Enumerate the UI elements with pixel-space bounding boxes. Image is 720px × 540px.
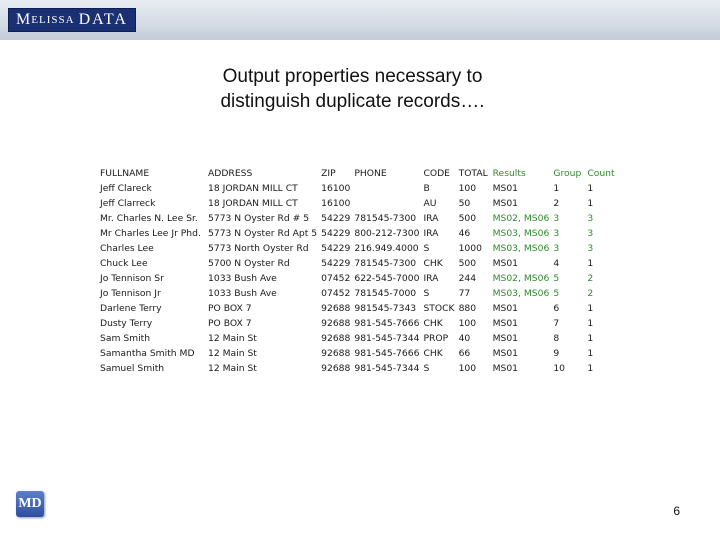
- cell-total: 100: [458, 183, 477, 194]
- cell-group: 9: [553, 348, 560, 359]
- table-body: [98, 181, 617, 376]
- cell-group: 5: [553, 273, 560, 284]
- col-header-group: Group: [553, 168, 582, 179]
- cell-results: MS01: [492, 258, 519, 269]
- col-header-phone: PHONE: [354, 168, 387, 179]
- cell-group: 3: [553, 228, 560, 239]
- cell-address: PO BOX 7: [208, 318, 252, 329]
- cell-count: 3: [587, 243, 594, 254]
- cell-zip: 54229: [321, 213, 351, 224]
- cell-fullname: Darlene Terry: [100, 303, 162, 314]
- cell-group: 6: [553, 303, 560, 314]
- cell-fullname: Mr. Charles N. Lee Sr.: [100, 213, 198, 224]
- cell-zip: 54229: [321, 258, 351, 269]
- table-row: [98, 196, 617, 211]
- col-header-code: CODE: [423, 168, 450, 179]
- cell-count: 1: [587, 318, 594, 329]
- cell-code: IRA: [423, 273, 439, 284]
- cell-group: 3: [553, 213, 560, 224]
- table-row: [98, 271, 617, 286]
- cell-address: 5773 North Oyster Rd: [208, 243, 309, 254]
- cell-code: S: [423, 243, 430, 254]
- cell-code: IRA: [423, 213, 439, 224]
- cell-results: MS01: [492, 333, 519, 344]
- cell-fullname: Samuel Smith: [100, 363, 165, 374]
- md-logo-icon: MD: [16, 491, 44, 517]
- col-header-zip: ZIP: [321, 168, 336, 179]
- cell-count: 3: [587, 228, 594, 239]
- cell-results: MS03, MS06: [492, 228, 550, 239]
- col-header-address: ADDRESS: [208, 168, 253, 179]
- cell-fullname: Jo Tennison Jr: [100, 288, 161, 299]
- cell-zip: 07452: [321, 288, 351, 299]
- cell-total: 100: [458, 318, 477, 329]
- table-row: [98, 181, 617, 196]
- cell-zip: 16100: [321, 183, 351, 194]
- cell-phone: 622-545-7000: [354, 273, 420, 284]
- slide-title: [190, 64, 515, 114]
- cell-results: MS03, MS06: [492, 288, 550, 299]
- table-row: [98, 256, 617, 271]
- table-row: [98, 241, 617, 256]
- cell-phone: 981-545-7666: [354, 318, 420, 329]
- cell-results: MS02, MS06: [492, 273, 550, 284]
- cell-results: MS01: [492, 183, 519, 194]
- cell-phone: 781545-7300: [354, 258, 417, 269]
- cell-fullname: Mr Charles Lee Jr Phd.: [100, 228, 201, 239]
- cell-address: 1033 Bush Ave: [208, 273, 277, 284]
- table-row: [98, 286, 617, 301]
- cell-zip: 92688: [321, 333, 351, 344]
- cell-address: PO BOX 7: [208, 303, 252, 314]
- cell-group: 5: [553, 288, 560, 299]
- logo-letter-m: M: [16, 11, 32, 28]
- cell-total: 880: [458, 303, 477, 314]
- cell-results: MS01: [492, 363, 519, 374]
- col-header-fullname: FULLNAME: [100, 168, 150, 179]
- cell-group: 8: [553, 333, 560, 344]
- table-row: [98, 301, 617, 316]
- cell-fullname: Chuck Lee: [100, 258, 148, 269]
- title-line-1: Output properties necessary to: [222, 66, 483, 87]
- cell-count: 2: [587, 288, 594, 299]
- cell-code: CHK: [423, 348, 443, 359]
- cell-fullname: Dusty Terry: [100, 318, 153, 329]
- duplicate-records-table: [98, 166, 617, 376]
- table-header-row: [98, 166, 617, 181]
- cell-fullname: Sam Smith: [100, 333, 151, 344]
- cell-address: 5700 N Oyster Rd: [208, 258, 290, 269]
- cell-results: MS01: [492, 318, 519, 329]
- cell-total: 46: [458, 228, 471, 239]
- col-header-count: Count: [587, 168, 615, 179]
- cell-code: STOCK: [423, 303, 455, 314]
- cell-code: B: [423, 183, 430, 194]
- table-row: [98, 331, 617, 346]
- logo-text-data: DATA: [78, 11, 128, 28]
- cell-count: 2: [587, 273, 594, 284]
- cell-phone: 981-545-7666: [354, 348, 420, 359]
- cell-zip: 54229: [321, 228, 351, 239]
- cell-count: 1: [587, 258, 594, 269]
- cell-total: 500: [458, 258, 477, 269]
- cell-phone: [352, 196, 421, 211]
- cell-fullname: Jeff Clareck: [100, 183, 152, 194]
- logo-text-elissa: ELISSA: [31, 14, 75, 26]
- cell-phone: 800-212-7300: [354, 228, 420, 239]
- cell-zip: 07452: [321, 273, 351, 284]
- cell-results: MS03, MS06: [492, 243, 550, 254]
- cell-address: 12 Main St: [208, 333, 257, 344]
- cell-fullname: Charles Lee: [100, 243, 154, 254]
- cell-count: 1: [587, 348, 594, 359]
- cell-zip: 16100: [321, 198, 351, 209]
- cell-count: 3: [587, 213, 594, 224]
- cell-code: PROP: [423, 333, 449, 344]
- table-row: [98, 346, 617, 361]
- cell-phone: 981-545-7344: [354, 363, 420, 374]
- cell-address: 5773 N Oyster Rd Apt 5: [208, 228, 318, 239]
- cell-count: 1: [587, 303, 594, 314]
- cell-results: MS01: [492, 348, 519, 359]
- col-header-total: TOTAL: [458, 168, 488, 179]
- cell-address: 12 Main St: [208, 363, 257, 374]
- cell-total: 1000: [458, 243, 482, 254]
- table-row: [98, 316, 617, 331]
- cell-phone: 216.949.4000: [354, 243, 419, 254]
- cell-total: 50: [458, 198, 471, 209]
- cell-address: 18 JORDAN MILL CT: [208, 183, 298, 194]
- cell-zip: 92688: [321, 303, 351, 314]
- title-line-2: distinguish duplicate records….: [220, 91, 485, 112]
- cell-phone: 981545-7343: [354, 303, 417, 314]
- cell-total: 500: [458, 213, 477, 224]
- cell-code: CHK: [423, 258, 443, 269]
- cell-phone: 981-545-7344: [354, 333, 420, 344]
- cell-address: 1033 Bush Ave: [208, 288, 277, 299]
- melissa-data-logo: [8, 8, 136, 32]
- cell-address: 5773 N Oyster Rd # 5: [208, 213, 310, 224]
- cell-phone: 781545-7300: [354, 213, 417, 224]
- table-row: [98, 211, 617, 226]
- cell-results: MS01: [492, 303, 519, 314]
- cell-total: 40: [458, 333, 471, 344]
- cell-fullname: Jeff Clarreck: [100, 198, 156, 209]
- cell-zip: 92688: [321, 363, 351, 374]
- cell-zip: 54229: [321, 243, 351, 254]
- cell-address: 12 Main St: [208, 348, 257, 359]
- cell-count: 1: [587, 198, 594, 209]
- cell-code: AU: [423, 198, 437, 209]
- cell-total: 77: [458, 288, 471, 299]
- cell-fullname: Samantha Smith MD: [100, 348, 195, 359]
- cell-results: MS01: [492, 198, 519, 209]
- cell-code: S: [423, 363, 430, 374]
- header-bar: [0, 0, 720, 40]
- cell-phone: [352, 181, 421, 196]
- cell-group: 10: [553, 363, 566, 374]
- cell-count: 1: [587, 333, 594, 344]
- col-header-results: Results: [492, 168, 526, 179]
- cell-address: 18 JORDAN MILL CT: [208, 198, 298, 209]
- cell-count: 1: [587, 183, 594, 194]
- cell-code: S: [423, 288, 430, 299]
- cell-group: 1: [553, 183, 560, 194]
- cell-phone: 781545-7000: [354, 288, 417, 299]
- table-row: [98, 361, 617, 376]
- cell-group: 4: [553, 258, 560, 269]
- cell-total: 100: [458, 363, 477, 374]
- cell-count: 1: [587, 363, 594, 374]
- cell-group: 7: [553, 318, 560, 329]
- cell-total: 66: [458, 348, 471, 359]
- cell-group: 2: [553, 198, 560, 209]
- cell-zip: 92688: [321, 318, 351, 329]
- page-number: 6: [673, 504, 680, 518]
- table-row: [98, 226, 617, 241]
- cell-results: MS02, MS06: [492, 213, 550, 224]
- cell-group: 3: [553, 243, 560, 254]
- cell-total: 244: [458, 273, 477, 284]
- cell-zip: 92688: [321, 348, 351, 359]
- cell-fullname: Jo Tennison Sr: [100, 273, 164, 284]
- cell-code: CHK: [423, 318, 443, 329]
- cell-code: IRA: [423, 228, 439, 239]
